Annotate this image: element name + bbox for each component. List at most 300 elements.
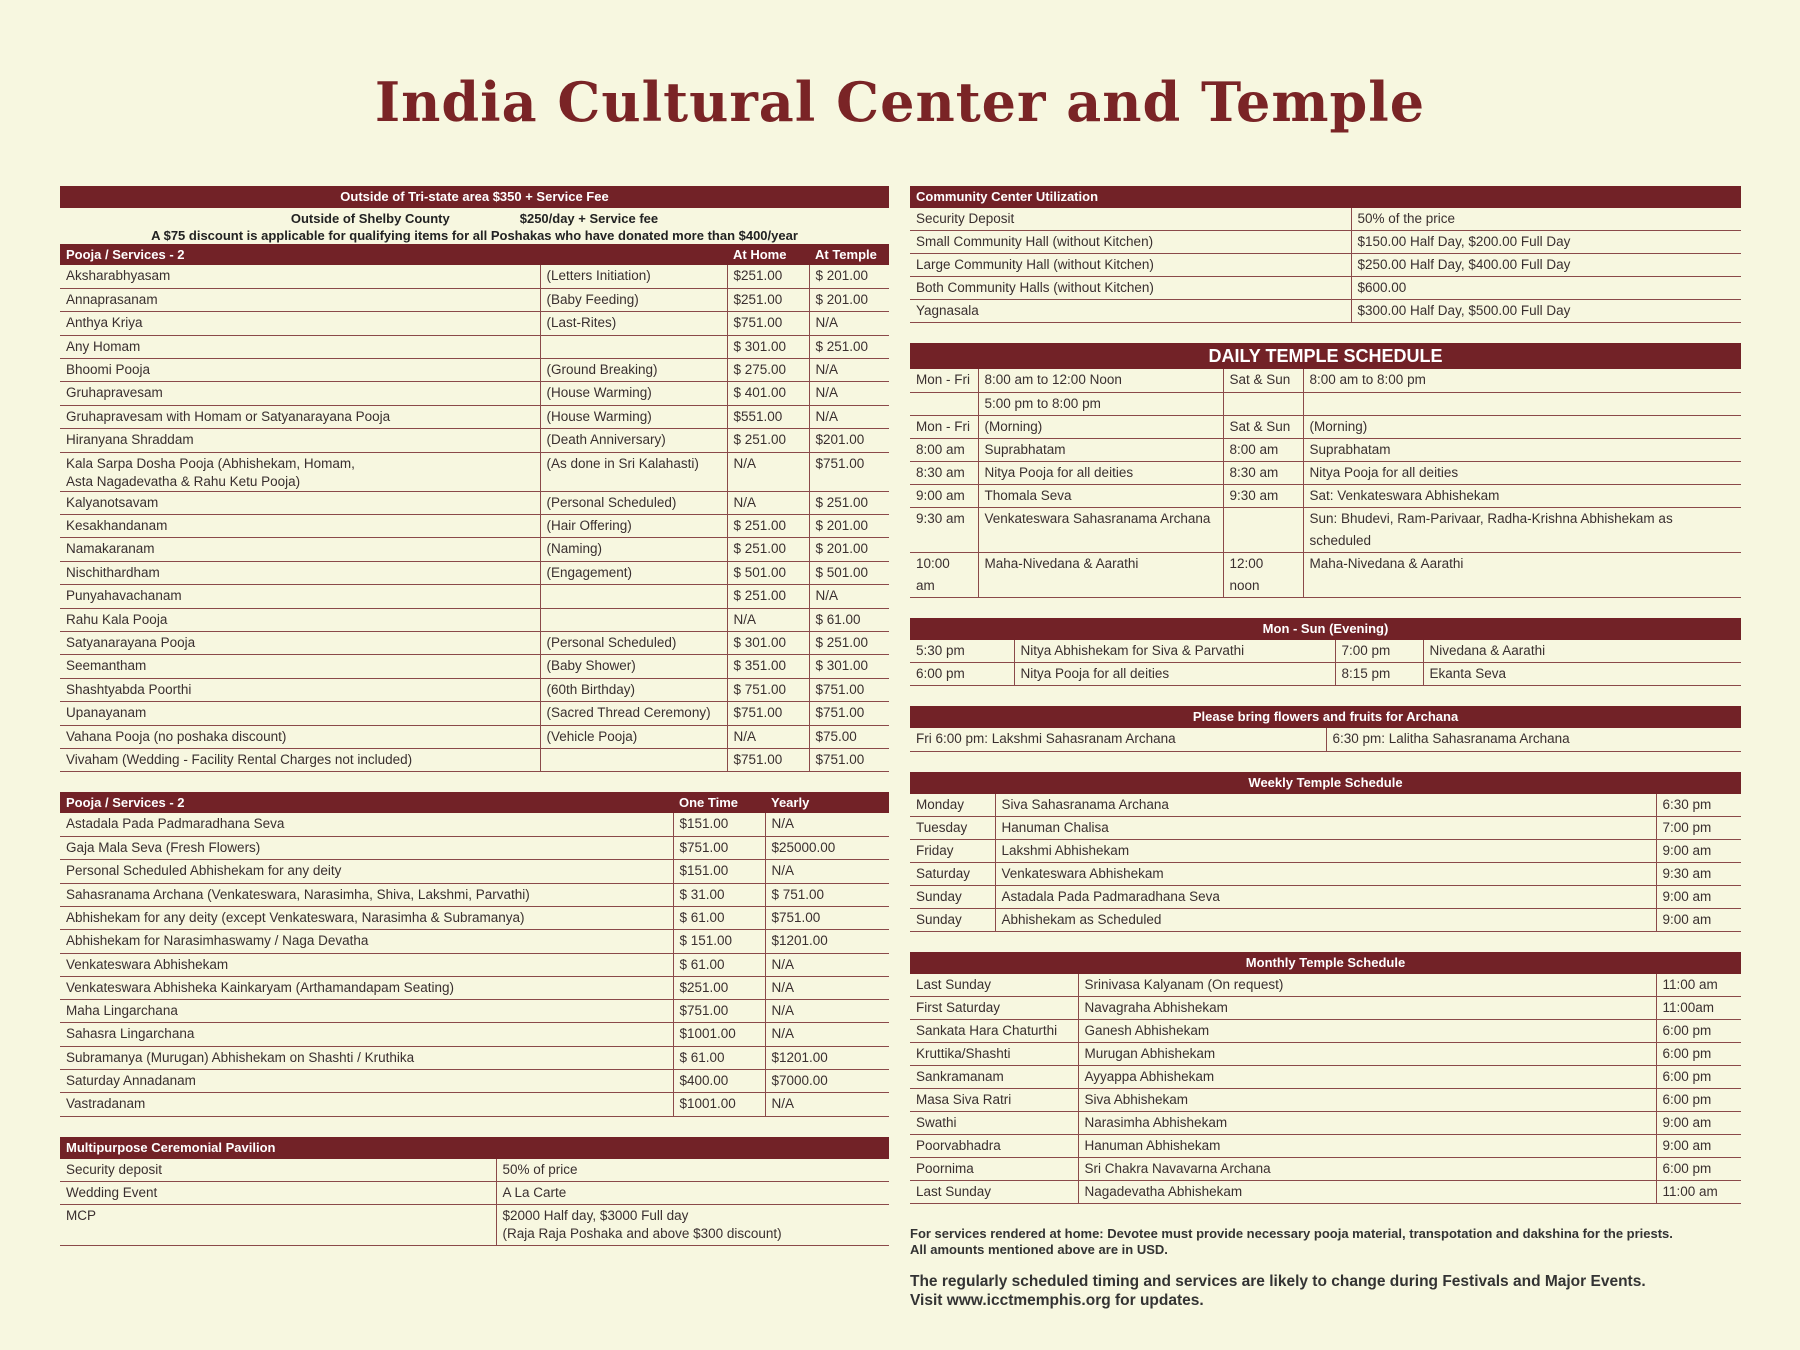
cell-text: Maha-Nivedana & Aarathi (984, 555, 1139, 571)
table-cell (60, 1159, 496, 1182)
cell-text: 5:00 pm to 8:00 pm (984, 395, 1101, 411)
table-cell (1078, 997, 1656, 1020)
shelby-fee-value: $250/day + Service fee (519, 211, 659, 226)
table-cell (1335, 640, 1423, 663)
table-cell (727, 312, 809, 335)
cell-text: (Death Anniversary) (546, 432, 666, 448)
table-cell (910, 1135, 1078, 1158)
cell-text: N/A (771, 1026, 795, 1042)
table-cell (727, 725, 809, 748)
table-cell (540, 491, 727, 514)
cell-text: N/A (771, 1003, 795, 1019)
table-cell (910, 816, 995, 839)
table-cell (809, 429, 889, 452)
pavilion-row (60, 1182, 889, 1205)
pooja-service-row (60, 359, 889, 382)
community-header: Community Center Utilization (910, 186, 1741, 208)
cell-text: Hanuman Abhishekam (1084, 1138, 1221, 1154)
table-cell (540, 515, 727, 538)
table-cell (1303, 438, 1741, 461)
cell-text: $ 501.00 (733, 564, 787, 580)
daily-schedule-row (910, 484, 1741, 507)
cell-text: (House Warming) (546, 408, 652, 424)
cell-text: N/A (815, 315, 839, 331)
cell-text: Navagraha Abhishekam (1084, 1000, 1228, 1016)
cell-text: Venkateswara Sahasranama Archana (984, 510, 1211, 526)
table-cell (1656, 908, 1741, 931)
page-title: India Cultural Center and Temple (374, 70, 1426, 134)
evening-schedule-row (910, 640, 1741, 663)
cell-text: N/A (733, 728, 757, 744)
table-cell (60, 429, 540, 452)
table-cell (727, 631, 809, 654)
cell-text-line2: (Raja Raja Poshaka and above $300 discount) (502, 1226, 782, 1242)
cell-text: 9:30 am (1662, 865, 1712, 881)
cell-text: Thomala Seva (984, 487, 1072, 503)
monthly-schedule-row (910, 1066, 1741, 1089)
table-cell (1656, 1112, 1741, 1135)
cell-text: $251.00 (679, 979, 729, 995)
table-cell (540, 702, 727, 725)
tristate-fee-banner: Outside of Tri-state area $350 + Service Fee (60, 186, 889, 208)
cell-text: $25000.00 (771, 840, 836, 856)
evening-schedule-row (910, 663, 1741, 686)
table-cell (995, 816, 1656, 839)
pooja-service-row (60, 1000, 889, 1023)
monthly-schedule-row (910, 974, 1741, 997)
cell-text-line2: Asta Nagadevatha & Rahu Ketu Pooja) (66, 473, 301, 489)
table-cell (60, 883, 673, 906)
cell-text: $751.00 (679, 1003, 729, 1019)
cell-text: Suprabhatam (1309, 441, 1391, 457)
community-row (910, 208, 1741, 231)
cell-text: (Baby Feeding) (546, 291, 639, 307)
table-cell (60, 335, 540, 358)
table-cell (809, 748, 889, 771)
pooja-service-row (60, 748, 889, 771)
table-cell (673, 883, 765, 906)
pooja-service-row (60, 335, 889, 358)
cell-text: $1001.00 (679, 1026, 736, 1042)
pooja-service-row (60, 452, 889, 491)
table-cell (60, 860, 673, 883)
table-cell (1656, 1181, 1741, 1204)
table-cell (540, 655, 727, 678)
table-cell (765, 976, 889, 999)
table-cell (1223, 415, 1303, 438)
cell-text: 11:00am (1662, 1000, 1715, 1016)
cell-text: Masa Siva Ratri (916, 1092, 1012, 1108)
shelby-fee-label: Outside of Shelby County (290, 211, 450, 226)
pooja-service-row (60, 405, 889, 428)
pooja-service-row (60, 561, 889, 584)
daily-schedule-row (910, 507, 1741, 552)
cell-text: Sun: Bhudevi, Ram-Parivaar, Radha-Krishna Abhishekam as scheduled (1309, 510, 1673, 548)
table-cell (765, 907, 889, 930)
table-cell (727, 405, 809, 428)
cell-text: $ 61.00 (815, 611, 861, 627)
daily-schedule-header: DAILY TEMPLE SCHEDULE (910, 343, 1741, 369)
right-column (910, 186, 1741, 1310)
table-cell (727, 678, 809, 701)
cell-text: Last Sunday (916, 976, 992, 992)
weekly-schedule-row (910, 794, 1741, 817)
cell-text: 8:00 am (1229, 441, 1279, 457)
table-cell (540, 359, 727, 382)
weekly-schedule-row (910, 862, 1741, 885)
table-cell (910, 728, 1326, 751)
cell-text: $ 201.00 (815, 518, 869, 534)
table-cell (60, 1093, 673, 1116)
daily-schedule-row (910, 438, 1741, 461)
table-cell (1078, 1066, 1656, 1089)
cell-text: Abhishekam for any deity (except Venkateswara, Narasimha & Subramanya) (66, 910, 525, 925)
cell-text: (Letters Initiation) (546, 268, 651, 283)
cell-text: Swathi (916, 1115, 957, 1131)
archana-table (910, 728, 1741, 751)
cell-text: 8:15 pm (1341, 666, 1391, 682)
cell-text: 50% of the price (1357, 211, 1456, 226)
table-cell (910, 1066, 1078, 1089)
cell-text: (Engagement) (546, 564, 633, 580)
cell-text: $751.00 (815, 681, 865, 697)
pooja-service-row (60, 265, 889, 288)
footer-disclaimer (910, 1272, 1741, 1310)
column-header: At Home (727, 244, 809, 265)
archana-row (910, 728, 1741, 751)
table-cell (540, 312, 727, 335)
evening-schedule-table (910, 640, 1741, 686)
table-cell (1223, 392, 1303, 415)
table-cell (540, 265, 727, 288)
table-cell (809, 359, 889, 382)
cell-text: N/A (733, 455, 757, 471)
cell-text: $551.00 (733, 408, 783, 424)
cell-text: Abhishekam for Narasimhaswamy / Naga Devatha (66, 933, 369, 949)
table-cell (809, 515, 889, 538)
cell-text: $251.00 (733, 291, 783, 307)
pooja-services-home-temple-table (60, 244, 889, 772)
pooja-service-row (60, 837, 889, 860)
cell-text: N/A (815, 362, 839, 378)
pooja-service-row (60, 930, 889, 953)
cell-text: N/A (733, 611, 757, 627)
table-cell (60, 1182, 496, 1205)
cell-text: 7:00 pm (1662, 819, 1712, 835)
cell-text: $751.00 (771, 910, 821, 925)
cell-text: 6:00 pm (1662, 1046, 1712, 1062)
table-cell (765, 1093, 889, 1116)
table-cell (910, 1043, 1078, 1066)
cell-text: $751.00 (733, 751, 783, 767)
cell-text: 9:00 am (1662, 1115, 1712, 1131)
cell-text: Poornima (916, 1161, 974, 1177)
table-cell (910, 277, 1351, 300)
table-cell (1656, 1043, 1741, 1066)
cell-text: $751.00 (815, 705, 865, 721)
cell-text: 6:30 pm: Lalitha Sahasranama Archana (1332, 731, 1570, 747)
table-cell (910, 640, 1014, 663)
table-cell (1078, 1043, 1656, 1066)
cell-text: Nitya Pooja for all deities (1020, 666, 1170, 682)
cell-text: 11:00 am (1662, 1184, 1718, 1200)
table-cell (809, 655, 889, 678)
table-cell (1078, 1135, 1656, 1158)
cell-text: Saturday (916, 865, 971, 881)
cell-text: Suprabhatam (984, 441, 1066, 457)
table-cell (60, 1023, 673, 1046)
table-cell (1303, 552, 1741, 597)
table-cell (540, 405, 727, 428)
cell-text: 8:00 am (916, 441, 965, 457)
cell-text: Personal Scheduled Abhishekam for any deity (66, 863, 342, 879)
cell-text: $201.00 (815, 432, 865, 448)
cell-text: MCP (66, 1208, 96, 1224)
cell-text: $751.00 (679, 840, 729, 856)
table-cell (540, 288, 727, 311)
table-cell (60, 702, 540, 725)
cell-text: 6:00 pm (1662, 1092, 1712, 1108)
monthly-schedule-row (910, 1158, 1741, 1181)
cell-text: Punyahavachanam (66, 588, 182, 604)
cell-text: 6:00 pm (1662, 1023, 1712, 1039)
cell-text: $751.00 (815, 455, 865, 471)
cell-text: 9:00 am (1662, 842, 1712, 858)
table-cell (60, 1205, 496, 1246)
table-cell (673, 953, 765, 976)
cell-text: $ 151.00 (679, 933, 733, 949)
community-row (910, 300, 1741, 323)
pooja-service-row (60, 538, 889, 561)
monthly-schedule-table (910, 974, 1741, 1204)
cell-text: N/A (771, 816, 795, 832)
cell-text: (Ground Breaking) (546, 362, 658, 378)
table-cell (1656, 1089, 1741, 1112)
table-cell (673, 860, 765, 883)
table-cell (809, 265, 889, 288)
table-cell (496, 1159, 889, 1182)
table-cell (910, 392, 978, 415)
cell-text: 7:00 pm (1341, 642, 1391, 658)
table-cell (978, 438, 1223, 461)
cell-text: $75.00 (815, 728, 857, 744)
table-cell (60, 405, 540, 428)
daily-schedule-table (910, 369, 1741, 597)
pavilion-header: Multipurpose Ceremonial Pavilion (60, 1137, 889, 1159)
cell-text: N/A (771, 956, 795, 972)
column-header: Yearly (765, 792, 889, 813)
table-cell (60, 907, 673, 930)
daily-schedule-row (910, 369, 1741, 392)
cell-text: Shashtyabda Poorthi (66, 681, 192, 697)
table-cell (910, 885, 995, 908)
cell-text: $ 251.00 (815, 634, 869, 650)
cell-text: $ 61.00 (679, 1049, 725, 1065)
pooja-service-row (60, 382, 889, 405)
pavilion-row (60, 1159, 889, 1182)
cell-text: $ 251.00 (733, 518, 787, 534)
monthly-schedule-row (910, 1089, 1741, 1112)
table-cell (1326, 728, 1741, 751)
table-cell (540, 429, 727, 452)
cell-text: (Vehicle Pooja) (546, 728, 638, 744)
community-center-table (910, 208, 1741, 323)
cell-text: $ 251.00 (733, 432, 787, 448)
cell-text: Srinivasa Kalyanam (On request) (1084, 976, 1284, 992)
cell-text: Saturday Annadanam (66, 1073, 196, 1089)
table-cell (910, 254, 1351, 277)
table-cell (540, 631, 727, 654)
cell-text: $ 61.00 (679, 956, 725, 972)
cell-text: Anthya Kriya (66, 315, 143, 331)
cell-text: Sri Chakra Navavarna Archana (1084, 1161, 1271, 1177)
cell-text: Gruhapravesam with Homam or Satyanarayana Pooja (66, 408, 391, 424)
cell-text: N/A (815, 408, 839, 424)
table-cell (978, 415, 1223, 438)
column-header (540, 244, 727, 265)
monthly-schedule-row (910, 1181, 1741, 1204)
table-cell (540, 382, 727, 405)
table-cell (995, 839, 1656, 862)
pooja-service-row (60, 312, 889, 335)
table-cell (910, 1020, 1078, 1043)
table-cell (540, 585, 727, 608)
table-cell (809, 678, 889, 701)
table-cell (910, 1089, 1078, 1112)
table-cell (910, 484, 978, 507)
cell-text: Annaprasanam (66, 291, 158, 307)
website-note: Visit www.icctmemphis.org for updates. (910, 1292, 1204, 1310)
monthly-schedule-row (910, 1112, 1741, 1135)
table-cell (809, 405, 889, 428)
monthly-schedule-row (910, 1135, 1741, 1158)
cell-text: Last Sunday (916, 1184, 992, 1200)
table-cell (1351, 254, 1741, 277)
cell-text: Kalyanotsavam (66, 494, 159, 510)
cell-text: Hanuman Chalisa (1001, 819, 1109, 835)
table-cell (809, 561, 889, 584)
currency-note: All amounts mentioned above are in USD. (910, 1242, 1168, 1258)
cell-text: $ 275.00 (733, 362, 787, 378)
table-cell (1078, 1181, 1656, 1204)
pooja-service-row (60, 725, 889, 748)
table-header-row (60, 792, 889, 813)
table-cell (60, 748, 540, 771)
table-cell (809, 382, 889, 405)
cell-text: (House Warming) (546, 385, 652, 401)
table-cell (809, 312, 889, 335)
cell-text: Nischithardham (66, 564, 160, 580)
cell-text: Tuesday (916, 819, 968, 835)
left-column (60, 186, 889, 1246)
table-cell (727, 288, 809, 311)
cell-text: $ 31.00 (679, 886, 725, 902)
cell-text: $751.00 (733, 315, 783, 331)
cell-text: Sahasra Lingarchana (66, 1026, 195, 1042)
cell-text: 6:00 pm (916, 666, 965, 682)
cell-text: 6:00 pm (1662, 1069, 1712, 1085)
pooja-service-row (60, 813, 889, 836)
pavilion-row (60, 1205, 889, 1246)
cell-text: Kruttika/Shashti (916, 1046, 1011, 1062)
table-cell (1223, 484, 1303, 507)
cell-text: 9:00 am (1662, 888, 1712, 904)
cell-text: $ 201.00 (815, 541, 869, 557)
pooja-services-onetime-yearly-table (60, 792, 889, 1116)
table-cell (910, 369, 978, 392)
cell-text: $ 751.00 (733, 681, 787, 697)
cell-text: 9:30 am (916, 510, 965, 526)
table-cell (809, 491, 889, 514)
cell-text: $7000.00 (771, 1073, 828, 1089)
cell-text: $ 251.00 (815, 494, 869, 510)
weekly-schedule-row (910, 839, 1741, 862)
table-cell (1223, 461, 1303, 484)
cell-text: (Naming) (546, 541, 603, 557)
table-cell (1351, 231, 1741, 254)
table-cell (809, 335, 889, 358)
table-cell (60, 382, 540, 405)
cell-text: Ekanta Seva (1429, 666, 1507, 682)
table-cell (540, 608, 727, 631)
table-cell (809, 631, 889, 654)
table-cell (910, 231, 1351, 254)
table-cell (765, 813, 889, 836)
pooja-service-row (60, 883, 889, 906)
cell-text: $751.00 (815, 751, 865, 767)
table-cell (60, 953, 673, 976)
table-cell (60, 678, 540, 701)
cell-text: Satyanarayana Pooja (66, 634, 196, 650)
pooja-service-row (60, 631, 889, 654)
table-cell (1014, 640, 1335, 663)
cell-text: Sahasranama Archana (Venkateswara, Narasimha, Shiva, Lakshmi, Parvathi) (66, 886, 530, 902)
cell-text: $ 201.00 (815, 268, 869, 283)
cell-text: Yagnasala (916, 303, 979, 319)
table-cell (978, 552, 1223, 597)
table-cell (60, 265, 540, 288)
table-cell (60, 452, 540, 491)
table-cell (60, 312, 540, 335)
cell-text: (Last-Rites) (546, 315, 617, 331)
table-cell (496, 1182, 889, 1205)
community-row (910, 231, 1741, 254)
cell-text: Nitya Pooja for all deities (1309, 464, 1459, 480)
cell-text: $400.00 (679, 1073, 729, 1089)
cell-text: 11:00 am (1662, 976, 1718, 992)
table-cell (1303, 415, 1741, 438)
table-cell (995, 885, 1656, 908)
cell-text: 9:00 am (1662, 1138, 1712, 1154)
pooja-service-row (60, 288, 889, 311)
table-cell (765, 930, 889, 953)
table-cell (809, 538, 889, 561)
cell-text: N/A (771, 863, 795, 879)
cell-text: (Hair Offering) (546, 518, 632, 534)
cell-text: 9:00 am (916, 487, 965, 503)
table-cell (809, 452, 889, 491)
table-cell (978, 484, 1223, 507)
table-cell (673, 1093, 765, 1116)
table-cell (1303, 369, 1741, 392)
table-cell (1078, 974, 1656, 997)
column-header: One Time (673, 792, 765, 813)
archana-header: Please bring flowers and fruits for Archana (910, 706, 1741, 728)
pooja-service-row (60, 1023, 889, 1046)
home-services-note: For services rendered at home: Devotee must provide necessary pooja material, transpotation and dakshina for the priests. (910, 1226, 1673, 1242)
table-cell (910, 1181, 1078, 1204)
table-cell (809, 288, 889, 311)
